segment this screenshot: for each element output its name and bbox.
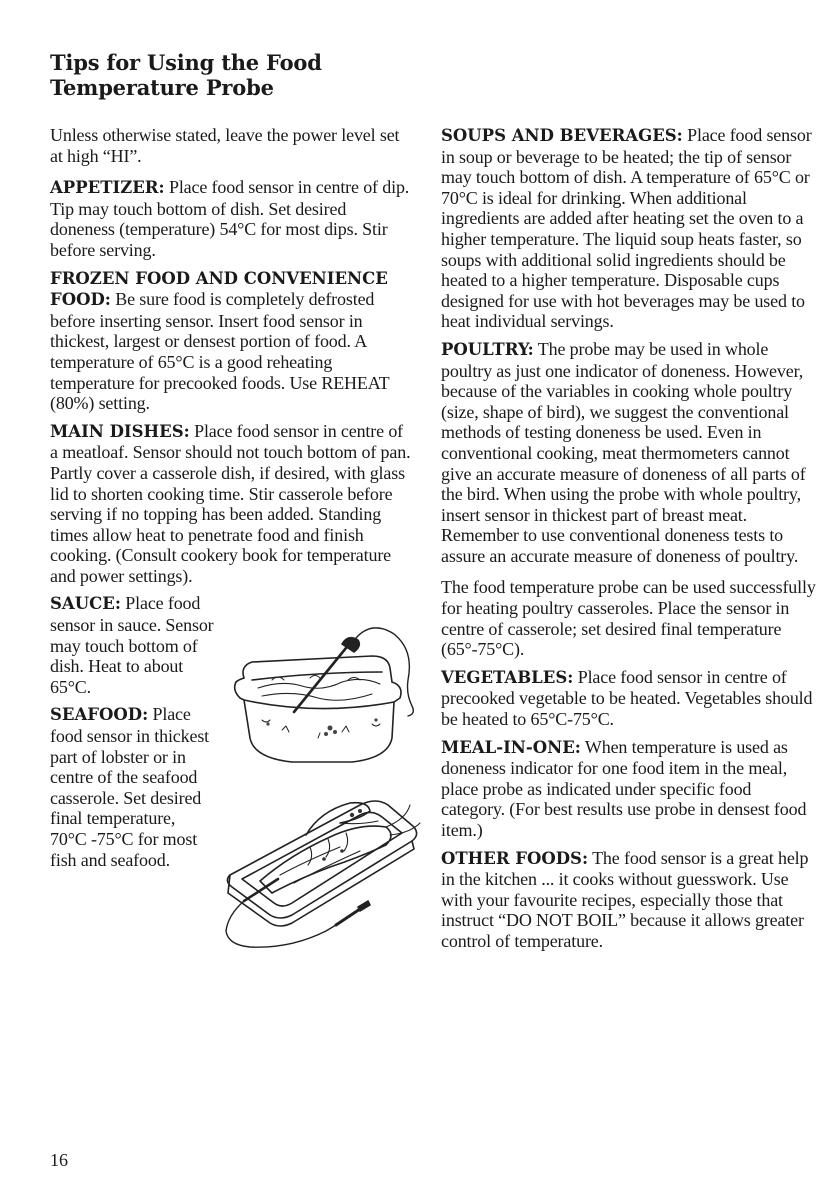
sauce-text: Place food sensor in sauce. Sensor may touch bottom of dish. Heat to about 65°C. [50, 593, 214, 697]
poultry-section [441, 339, 819, 567]
title-line-1: Tips for Using the Food [50, 50, 322, 75]
right-column [441, 125, 819, 952]
frozen-food-section [50, 268, 415, 414]
main-dishes-text: Place food sensor in centre of a meatloaf. Sensor should not touch bottom of pan. Partly cover a casserole dish, if desired, with glass lid to shorten cooking time. Stir casserole before serving if no topping has been added. Standing times allow heat to penetrate food and finish cooking. (Consult cookery book for temperature and power settings). [50, 420, 411, 586]
seafood-section [50, 704, 210, 870]
sauce-heading: SAUCE: [50, 594, 121, 614]
soups-text: Place food sensor in soup or beverage to be heated; the tip of sensor may touch bottom of dish. A temperature of 65°C or 70°C is ideal for drinking. When additional ingredients are added after heating set the oven to a higher temperature. The liquid soup heats faster, so soups with additional solid ingredients should be heated to a higher temperature. Disposable cups designed for use with hot beverages may be used to heat individual servings. [441, 125, 812, 332]
seafood-heading: SEAFOOD: [50, 705, 149, 725]
meal-in-one-heading: MEAL-IN-ONE: [441, 737, 581, 757]
other-foods-heading: OTHER FOODS: [441, 848, 589, 868]
page-title [50, 50, 390, 100]
sauce-section [50, 593, 220, 697]
appetizer-heading: APPETIZER: [50, 178, 165, 198]
frozen-food-heading: FROZEN FOOD AND CONVENIENCE FOOD: [50, 268, 388, 310]
poultry-casserole-paragraph: The food temperature probe can be used successfully for heating poultry casseroles. Place the sensor in centre of casserole; set desired final temperature (65°-75°C). [441, 577, 816, 660]
appetizer-section [50, 177, 415, 260]
seafood-dish-illustration [210, 775, 440, 960]
appetizer-text: Place food sensor in centre of dip. Tip may touch bottom of dish. Set desired doneness (temperature) 54°C for most dips. Stir before serving. [50, 177, 410, 260]
vegetables-section [441, 667, 819, 730]
poultry-text: The probe may be used in whole poultry as just one indicator of doneness. However, because of the variables in cooking whole poultry (size, shape of bird), we suggest the conventional methods of testing doneness be used. Even in conventional cooking, meat thermometers cannot give an accurate measure of doneness of all parts of the bird. When using the probe with whole poultry, insert sensor in thickest part of breast meat. Remember to use conventional doneness tests to assure an accurate measure of doneness of poultry. [441, 338, 806, 566]
vegetables-text: Place food sensor in centre of precooked vegetable to be heated. Vegetables should be heated to 65°C-75°C. [441, 666, 813, 730]
frozen-food-text: Be sure food is completely defrosted before inserting sensor. Insert food sensor in thickest, largest or densest portion of food. A temperature of 65°C is a good reheating temperature for precooked foods. Use REHEAT (80%) setting. [50, 289, 390, 414]
page-number: 16 [50, 1150, 68, 1170]
title-line-2: Temperature Probe [50, 75, 274, 100]
vegetables-heading: VEGETABLES: [441, 667, 574, 687]
meal-in-one-text: When temperature is used as doneness indicator for one food item in the meal, place probe as indicated under specific food category. (For best results use probe in densest food item.) [441, 736, 807, 840]
main-dishes-heading: MAIN DISHES: [50, 421, 190, 441]
seafood-text: Place food sensor in thickest part of lobster or in centre of the seafood casserole. Set desired final temperature, 70°C -75°C for most fish and seafood. [50, 704, 210, 870]
soups-section [441, 125, 819, 332]
meal-in-one-section [441, 737, 819, 841]
other-foods-text: The food sensor is a great help in the kitchen ... it cooks without guesswork. Use with your favourite recipes, especially those that instruct “DO NOT BOIL” because it allows greater control of temperature. [441, 847, 809, 951]
soups-heading: SOUPS AND BEVERAGES: [441, 126, 683, 145]
other-foods-section [441, 848, 819, 952]
poultry-heading: POULTRY: [441, 339, 534, 359]
main-dishes-section [50, 421, 415, 587]
intro-paragraph: Unless otherwise stated, leave the power level set at high “HI”. [50, 125, 400, 166]
sauce-dish-illustration [222, 620, 422, 770]
